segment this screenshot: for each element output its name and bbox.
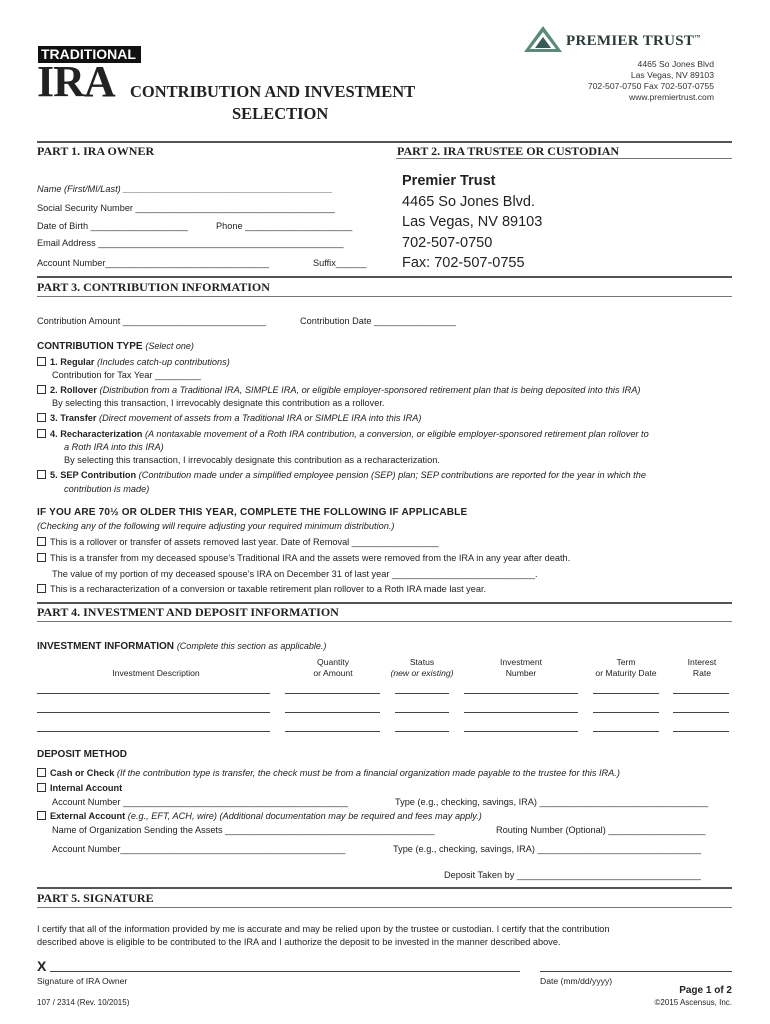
contribution-amount-field[interactable]: Contribution Amount ____________________________	[37, 316, 266, 326]
sending-organization-field[interactable]: Name of Organization Sending the Assets _________________________________________	[52, 825, 435, 835]
option-transfer[interactable]: 3. Transfer (Direct movement of assets from a Traditional IRA or SIMPLE IRA into this IRA)	[37, 413, 421, 423]
internal-account-number-field[interactable]: Account Number ____________________________________________	[52, 797, 348, 807]
checkbox[interactable]	[37, 470, 46, 479]
col-investment-number: Investment Number	[499, 657, 543, 678]
owner-suffix-field[interactable]: Suffix______	[313, 258, 367, 268]
checkbox[interactable]	[37, 413, 46, 422]
trust-address-block	[588, 59, 714, 103]
signature-line[interactable]	[50, 971, 520, 972]
certification-line1: I certify that all of the information provided by me is accurate and may be relied upon by the trustee or custodian. I certify that the contribution	[37, 924, 610, 934]
signature-label: Signature of IRA Owner	[37, 976, 128, 986]
premier-trust-logo-icon	[523, 25, 563, 53]
trustee-info	[402, 171, 542, 274]
deposit-taken-by-field[interactable]: Deposit Taken by ____________________________________	[444, 870, 701, 880]
age-70-note: (Checking any of the following will require adjusting your required minimum distribution.)	[37, 521, 395, 531]
option-rollover[interactable]: 2. Rollover (Distribution from a Traditional IRA, SIMPLE IRA, or eligible employer-sponsored retirement plan that is being deposited into this IRA)	[37, 385, 641, 395]
input-line[interactable]	[37, 731, 270, 732]
section-divider	[37, 887, 732, 889]
form-title-line2: SELECTION	[232, 104, 329, 123]
form-type-tag: TRADITIONAL	[38, 46, 141, 63]
premier-trust-logo-text: PREMIER TRUST™	[566, 33, 701, 49]
section-divider	[37, 907, 732, 908]
col-interest-rate: Interest Rate	[687, 657, 717, 678]
input-line[interactable]	[673, 731, 729, 732]
section-divider	[37, 621, 732, 622]
col-investment-description: Investment Description	[112, 668, 200, 678]
deposit-method-heading: DEPOSIT METHOD	[37, 749, 128, 760]
col-quantity: Quantity or Amount	[313, 657, 353, 678]
date-label: Date (mm/dd/yyyy)	[540, 976, 613, 986]
investment-info-heading: INVESTMENT INFORMATION (Complete this section as applicable.)	[37, 641, 327, 652]
checkbox[interactable]	[37, 385, 46, 394]
input-line[interactable]	[395, 693, 449, 694]
routing-number-field[interactable]: Routing Number (Optional) ___________________	[496, 825, 706, 835]
owner-account-field[interactable]: Account Number________________________________	[37, 258, 269, 268]
tax-year-field[interactable]: Contribution for Tax Year _________	[52, 370, 201, 380]
address-line: 4465 So Jones Blvd	[637, 59, 714, 69]
input-line[interactable]	[464, 693, 578, 694]
signature-x-mark: X	[37, 958, 47, 974]
checkbox[interactable]	[37, 783, 46, 792]
deposit-cash-check[interactable]: Cash or Check (If the contribution type is transfer, the check must be from a financial organization made payable to the trustee for this IRA.)	[37, 768, 620, 778]
part1-title: PART 1. IRA OWNER	[37, 144, 155, 158]
checkbox[interactable]	[37, 584, 46, 593]
input-line[interactable]	[37, 712, 270, 713]
input-line[interactable]	[285, 731, 380, 732]
form-id: 107 / 2314 (Rev. 10/2015)	[37, 998, 130, 1007]
input-line[interactable]	[285, 712, 380, 713]
sep-note: contribution is made)	[64, 484, 150, 494]
input-line[interactable]	[395, 712, 449, 713]
input-line[interactable]	[673, 693, 729, 694]
rollover-designation-text: By selecting this transaction, I irrevocably designate this contribution as a rollover.	[52, 398, 385, 408]
recharacterization-designation-text: By selecting this transaction, I irrevocably designate this contribution as a recharacterization.	[64, 455, 440, 465]
address-line: Las Vegas, NV 89103	[630, 70, 714, 80]
col-term: Term or Maturity Date	[595, 657, 657, 678]
spouse-ira-value-field[interactable]: The value of my portion of my deceased spouse’s IRA on December 31 of last year ____________________________.	[52, 569, 538, 579]
section-divider	[396, 158, 732, 159]
trustee-name: Premier Trust	[402, 173, 496, 189]
section-divider	[37, 141, 732, 143]
external-account-type-field[interactable]: Type (e.g., checking, savings, IRA) ________________________________	[393, 844, 702, 854]
checkbox[interactable]	[37, 811, 46, 820]
deposit-external-account[interactable]: External Account (e.g., EFT, ACH, wire) (Additional documentation may be required and fees may apply.)	[37, 811, 482, 821]
trustee-city: Las Vegas, NV 89103	[402, 214, 543, 230]
trustee-street: 4465 So Jones Blvd.	[402, 193, 536, 210]
input-line[interactable]	[593, 712, 659, 713]
section-divider	[37, 276, 732, 278]
address-line: www.premiertrust.com	[629, 92, 714, 102]
trustee-phone: 702-507-0750	[402, 234, 493, 251]
owner-dob-field[interactable]: Date of Birth ___________________	[37, 221, 188, 231]
option-recharacterization[interactable]: 4. Recharacterization (A nontaxable movement of a Roth IRA contribution, a conversion, or eligible employer-sponsored retirement plan rollover to	[37, 429, 649, 439]
checkbox[interactable]	[37, 553, 46, 562]
checkbox[interactable]	[37, 357, 46, 366]
owner-phone-field[interactable]: Phone _____________________	[216, 221, 353, 231]
checkbox[interactable]	[37, 537, 46, 546]
part5-title: PART 5. SIGNATURE	[37, 891, 154, 905]
input-line[interactable]	[593, 731, 659, 732]
section-divider	[37, 296, 732, 297]
section-divider	[37, 602, 732, 604]
owner-ssn-field[interactable]: Social Security Number _______________________________________	[37, 203, 335, 213]
external-account-number-field[interactable]: Account Number____________________________________________	[52, 844, 346, 854]
part3-title: PART 3. CONTRIBUTION INFORMATION	[37, 280, 270, 294]
input-line[interactable]	[593, 693, 659, 694]
input-line[interactable]	[464, 731, 578, 732]
part4-title: PART 4. INVESTMENT AND DEPOSIT INFORMATION	[37, 605, 339, 619]
address-line: 702-507-0750 Fax 702-507-0755	[587, 81, 714, 91]
age-option-spouse[interactable]: This is a transfer from my deceased spouse’s Traditional IRA and the assets were removed from the IRA in any year after death.	[37, 553, 570, 563]
option-sep[interactable]: 5. SEP Contribution (Contribution made under a simplified employee pension (SEP) plan; SEP contributions are reported for the year in which the	[37, 470, 646, 480]
input-line[interactable]	[37, 693, 270, 694]
option-regular[interactable]: 1. Regular (Includes catch-up contributions)	[37, 357, 230, 367]
certification-line2: described above is eligible to be contributed to the IRA and I authorize the deposit to be invested in the manner described above.	[37, 937, 561, 947]
input-line[interactable]	[673, 712, 729, 713]
input-line[interactable]	[285, 693, 380, 694]
contribution-type-heading: CONTRIBUTION TYPE (Select one)	[37, 341, 194, 352]
page-number: Page 1 of 2	[679, 985, 732, 996]
age-option-recharacterization[interactable]: This is a recharacterization of a conversion or taxable retirement plan rollover to a Roth IRA made last year.	[37, 584, 486, 594]
recharacterization-note: a Roth IRA into this IRA)	[64, 442, 164, 452]
age-option-rollover[interactable]: This is a rollover or transfer of assets removed last year. Date of Removal _________________	[37, 537, 439, 547]
checkbox[interactable]	[37, 768, 46, 777]
age-70-heading: IF YOU ARE 70½ OR OLDER THIS YEAR, COMPLETE THE FOLLOWING IF APPLICABLE	[37, 507, 468, 518]
input-line[interactable]	[464, 712, 578, 713]
col-status: Status (new or existing)	[390, 657, 454, 678]
deposit-internal-account[interactable]: Internal Account	[37, 783, 122, 793]
input-line[interactable]	[395, 731, 449, 732]
owner-email-field[interactable]: Email Address ________________________________________________	[37, 238, 344, 248]
checkbox[interactable]	[37, 429, 46, 438]
internal-account-type-field[interactable]: Type (e.g., checking, savings, IRA) _________________________________	[395, 797, 709, 807]
form-title-line1: CONTRIBUTION AND INVESTMENT	[130, 82, 416, 101]
investment-rows	[37, 693, 732, 733]
owner-name-field[interactable]: Name (First/MI/Last) _________________________________________	[37, 184, 333, 194]
copyright: ©2015 Ascensus, Inc.	[654, 998, 732, 1007]
form-ira-title: IRA	[37, 57, 115, 106]
trustee-fax: Fax: 702-507-0755	[402, 255, 525, 271]
part2-title: PART 2. IRA TRUSTEE OR CUSTODIAN	[397, 144, 620, 158]
date-line[interactable]	[540, 971, 732, 972]
contribution-date-field[interactable]: Contribution Date ________________	[300, 316, 456, 326]
